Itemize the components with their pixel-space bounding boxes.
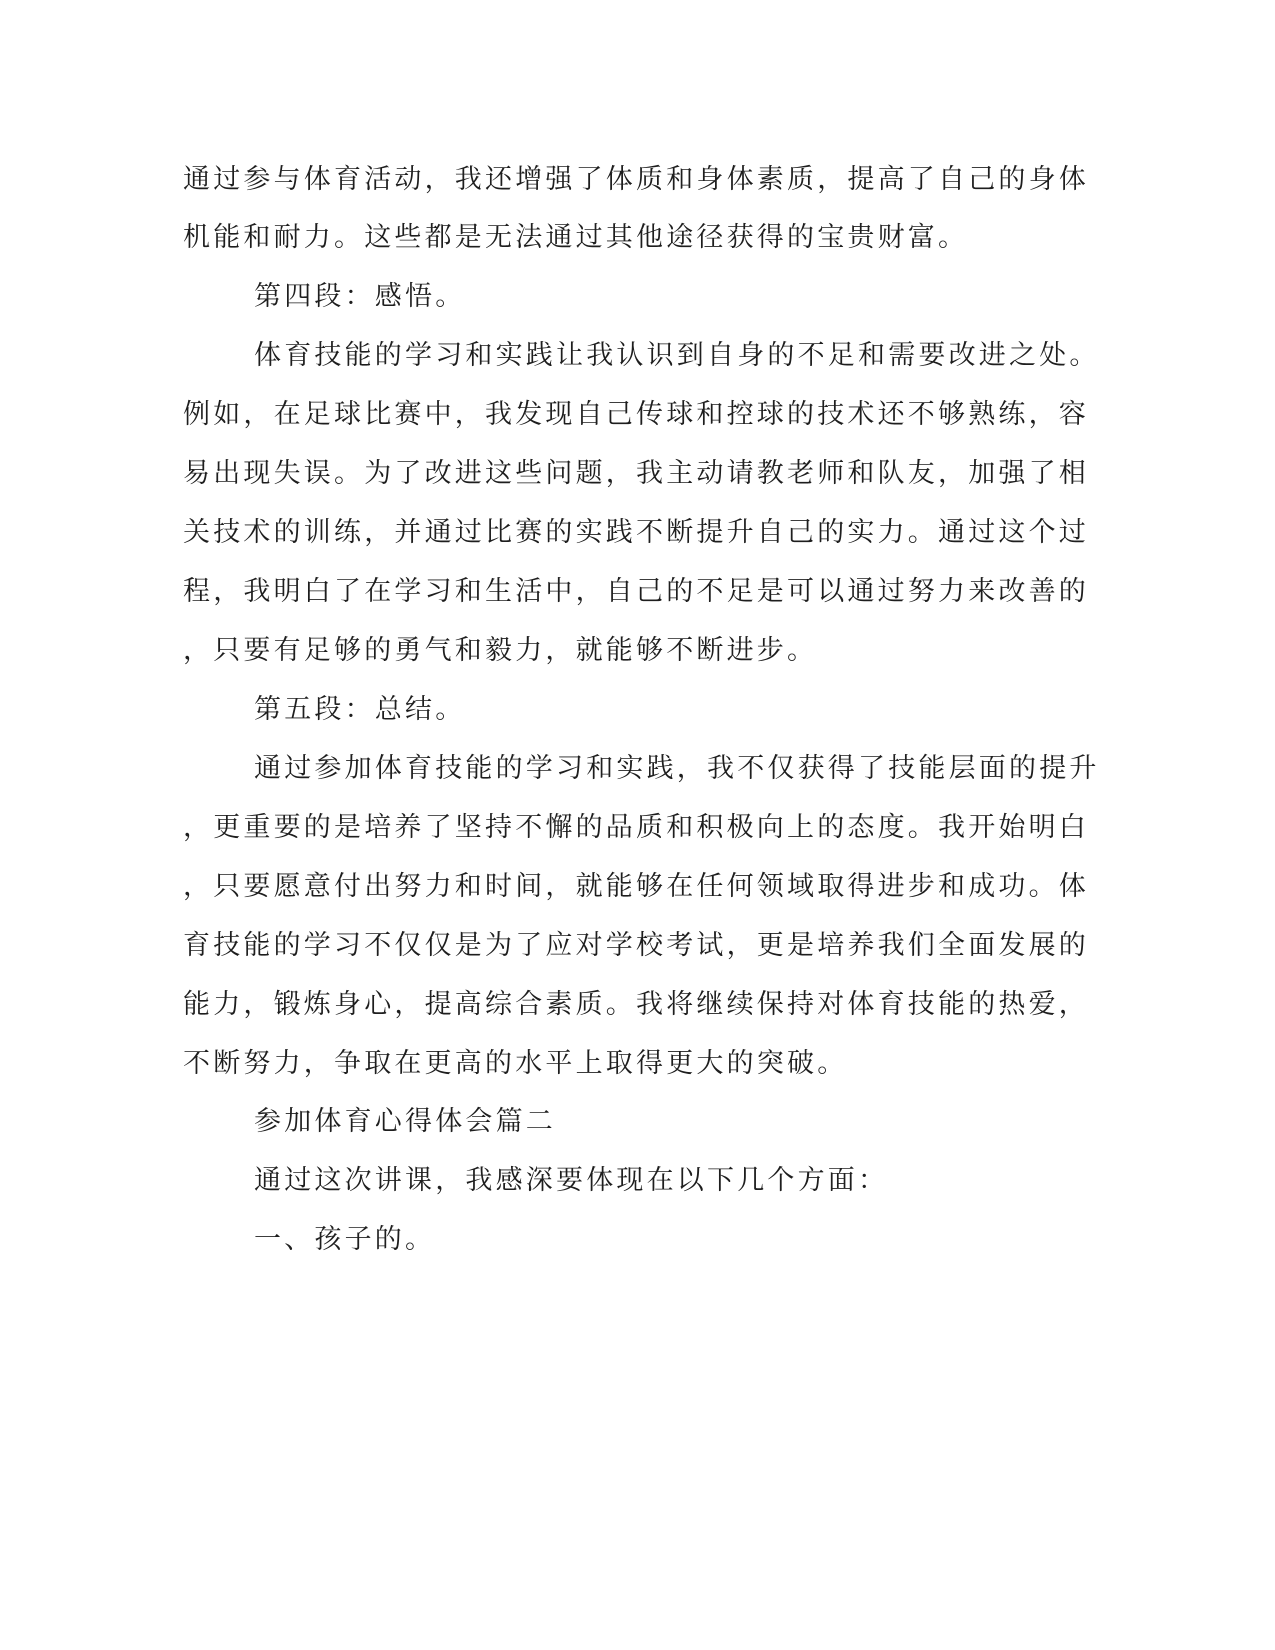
text-line: 通过这次讲课，我感深要体现在以下几个方面： [254,1165,889,1196]
text-line: 通过参加体育技能的学习和实践，我不仅获得了技能层面的提升 [254,753,1100,784]
text-line: 关技术的训练，并通过比赛的实践不断提升自己的实力。通过这个过 [183,517,1089,548]
text-line: 一、孩子的。 [254,1224,436,1255]
text-line: ，只要愿意付出努力和时间，就能够在任何领域取得进步和成功。体 [183,871,1089,902]
text-line: 程，我明白了在学习和生活中，自己的不足是可以通过努力来改善的 [183,576,1089,607]
text-line: 不断努力，争取在更高的水平上取得更大的突破。 [183,1048,848,1079]
text-line: 机能和耐力。这些都是无法通过其他途径获得的宝贵财富。 [183,222,969,253]
article-title: 参加体育心得体会篇二 [254,1106,556,1137]
text-line: 育技能的学习不仅仅是为了应对学校考试，更是培养我们全面发展的 [183,930,1089,961]
section-heading: 第五段：总结。 [254,694,466,725]
text-line: 例如，在足球比赛中，我发现自己传球和控球的技术还不够熟练，容 [183,399,1089,430]
text-line: 通过参与体育活动，我还增强了体质和身体素质，提高了自己的身体 [183,164,1089,195]
text-line: ，更重要的是培养了坚持不懈的品质和积极向上的态度。我开始明白 [183,812,1089,843]
text-line: 体育技能的学习和实践让我认识到自身的不足和需要改进之处。 [254,340,1100,371]
text-line: 易出现失误。为了改进这些问题，我主动请教老师和队友，加强了相 [183,458,1089,489]
text-line: ，只要有足够的勇气和毅力，就能够不断进步。 [183,635,818,666]
text-line: 能力，锻炼身心，提高综合素质。我将继续保持对体育技能的热爱， [183,989,1089,1020]
section-heading: 第四段：感悟。 [254,281,466,312]
